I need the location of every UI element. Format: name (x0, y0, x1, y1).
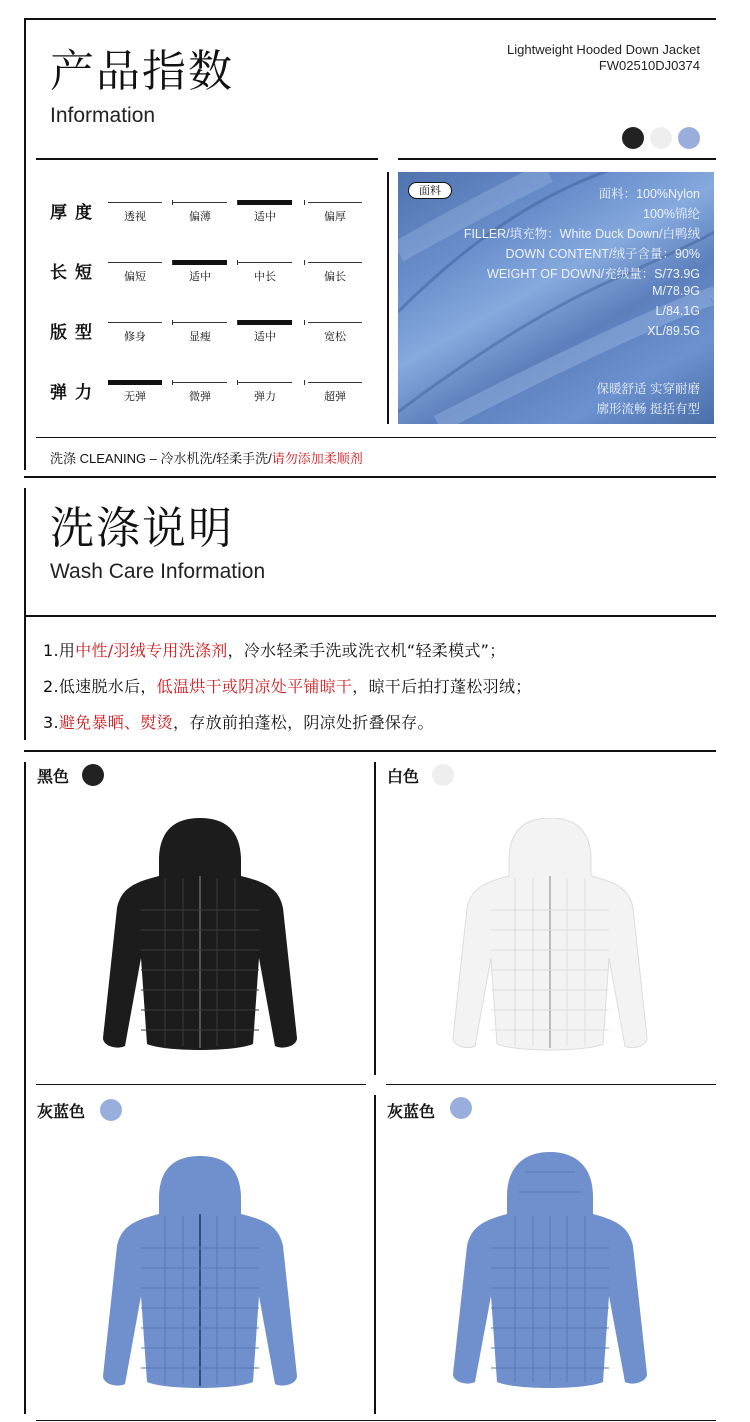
rating-bar (173, 202, 227, 203)
colors-mid-divider-left (36, 1084, 366, 1085)
rating-label: 厚度 (50, 203, 100, 223)
rating-option-label: 偏短 (124, 270, 146, 283)
rating-bar (108, 202, 162, 203)
fabric-line-5: WEIGHT OF DOWN/充绒量：S/73.9G (487, 267, 700, 281)
rating-label: 弹力 (50, 383, 100, 403)
color-label-greyblue-front: 灰蓝色 (37, 1102, 86, 1121)
rating-label: 长短 (50, 263, 100, 283)
care-instruction-2: 2.低速脱水后，低温烘干或阴凉处平铺晾干，晾干后拍打蓬松羽绒； (43, 677, 532, 696)
rating-option-label: 中长 (254, 270, 276, 283)
rating-bar (238, 320, 292, 325)
rating-option-label: 偏长 (324, 270, 346, 283)
cleaning-text: 洗涤 CLEANING – 冷水机洗/轻柔手洗/ (50, 451, 272, 466)
color-dot-white (432, 764, 454, 786)
rating-option-label: 透视 (124, 210, 146, 223)
fabric-line-4: DOWN CONTENT/绒子含量：90% (505, 247, 700, 261)
jacket-black-image (95, 818, 305, 1054)
rating-option (173, 262, 227, 284)
rating-bar (308, 262, 362, 263)
rating-option-label: 偏薄 (189, 210, 211, 223)
fabric-line-3: FILLER/填充物：White Duck Down/白鸭绒 (463, 227, 700, 241)
rating-tick (304, 200, 305, 205)
rating-option-label: 微弹 (189, 390, 211, 403)
rating-bar (108, 322, 162, 323)
color-dot-black (82, 764, 104, 786)
jacket-white-image (445, 818, 655, 1054)
wash-top-border (24, 476, 716, 478)
rating-option (108, 202, 162, 224)
colors-mid-divider-right (386, 1084, 716, 1085)
swatch-white[interactable] (650, 127, 672, 149)
rating-option (238, 322, 292, 344)
divider-left (36, 158, 378, 160)
product-name: Lightweight Hooded Down Jacket (507, 42, 700, 57)
rating-option (108, 322, 162, 344)
rating-option-label: 适中 (254, 210, 276, 223)
color-dot-greyblue-back (450, 1097, 472, 1119)
rating-option (238, 202, 292, 224)
rating-option (173, 382, 227, 404)
rating-bar (173, 382, 227, 383)
rating-bar (108, 380, 162, 385)
rating-option (108, 262, 162, 284)
rating-tick (304, 380, 305, 385)
color-label-black: 黑色 (37, 767, 70, 786)
colors-center-border-2 (374, 1095, 376, 1414)
fabric-slogan-2: 廓形流畅 挺括有型 (596, 402, 700, 416)
rating-option-label: 弹力 (254, 390, 276, 403)
top-border (24, 18, 716, 20)
rating-bar (238, 262, 292, 263)
jacket-greyblue-back-image (445, 1152, 655, 1392)
page-title: 产品指数 (50, 46, 234, 97)
wash-subtitle: Wash Care Information (50, 560, 266, 583)
wash-title: 洗涤说明 (50, 503, 234, 554)
rating-option-label: 显瘦 (189, 330, 211, 343)
rating-option-label: 适中 (189, 270, 211, 283)
colors-center-border-1 (374, 762, 376, 1075)
divider-right (398, 158, 716, 160)
wash-divider (24, 615, 716, 617)
rating-option-label: 偏厚 (324, 210, 346, 223)
rating-bar (308, 322, 362, 323)
rating-bar (238, 382, 292, 383)
care-instruction-1: 1.用中性/羽绒专用洗涤剂，冷水轻柔手洗或洗衣机“轻柔模式”； (43, 641, 506, 660)
jacket-black-shape (103, 818, 297, 1050)
rating-bar (108, 262, 162, 263)
rating-option (308, 202, 362, 224)
rating-option (308, 382, 362, 404)
rating-option-label: 无弹 (124, 390, 146, 403)
cleaning-note (50, 448, 363, 467)
colors-bottom-border (36, 1420, 716, 1421)
rating-option (173, 202, 227, 224)
rating-option (108, 382, 162, 404)
colors-left-border (24, 762, 26, 1414)
rating-option-label: 修身 (124, 330, 146, 343)
left-border-2 (24, 488, 26, 740)
rating-bar (308, 202, 362, 203)
care-instruction-3: 3.避免暴晒、熨烫，存放前拍蓬松，阴凉处折叠保存。 (43, 713, 434, 732)
fabric-line-7: L/84.1G (655, 304, 700, 318)
cleaning-warning: 请勿添加柔顺剂 (271, 451, 363, 466)
color-label-white: 白色 (387, 767, 420, 786)
rating-bar (173, 260, 227, 265)
fabric-line-1: 面料：100%Nylon (598, 187, 700, 201)
rating-option-label: 适中 (254, 330, 276, 343)
page-subtitle: Information (50, 104, 156, 127)
rating-option (308, 322, 362, 344)
color-dot-greyblue-front (100, 1099, 122, 1121)
left-border-1 (24, 18, 26, 470)
product-code: FW02510DJ0374 (598, 58, 700, 73)
rating-option (173, 322, 227, 344)
vertical-divider (387, 172, 389, 424)
rating-tick (304, 260, 305, 265)
fabric-tag: 面料 (408, 182, 452, 199)
fabric-line-6: M/78.9G (652, 284, 700, 298)
colors-top-border (24, 750, 716, 752)
swatch-black[interactable] (622, 127, 644, 149)
fabric-photo-panel (398, 172, 714, 424)
rating-option (308, 262, 362, 284)
rating-option (238, 262, 292, 284)
rating-bar (308, 382, 362, 383)
fabric-slogan-1: 保暖舒适 实穿耐磨 (596, 382, 700, 396)
rating-option-label: 宽松 (324, 330, 346, 343)
fabric-line-2: 100%锦纶 (643, 207, 700, 221)
cleaning-divider (36, 437, 716, 438)
rating-label: 版型 (50, 323, 100, 343)
color-label-greyblue-back: 灰蓝色 (387, 1102, 436, 1121)
swatch-greyblue[interactable] (678, 127, 700, 149)
rating-bar (238, 200, 292, 205)
rating-bar (173, 322, 227, 323)
rating-tick (304, 320, 305, 325)
rating-option (238, 382, 292, 404)
rating-option-label: 超弹 (324, 390, 346, 403)
jacket-greyblue-front-image (95, 1156, 305, 1392)
fabric-line-8: XL/89.5G (647, 324, 700, 338)
